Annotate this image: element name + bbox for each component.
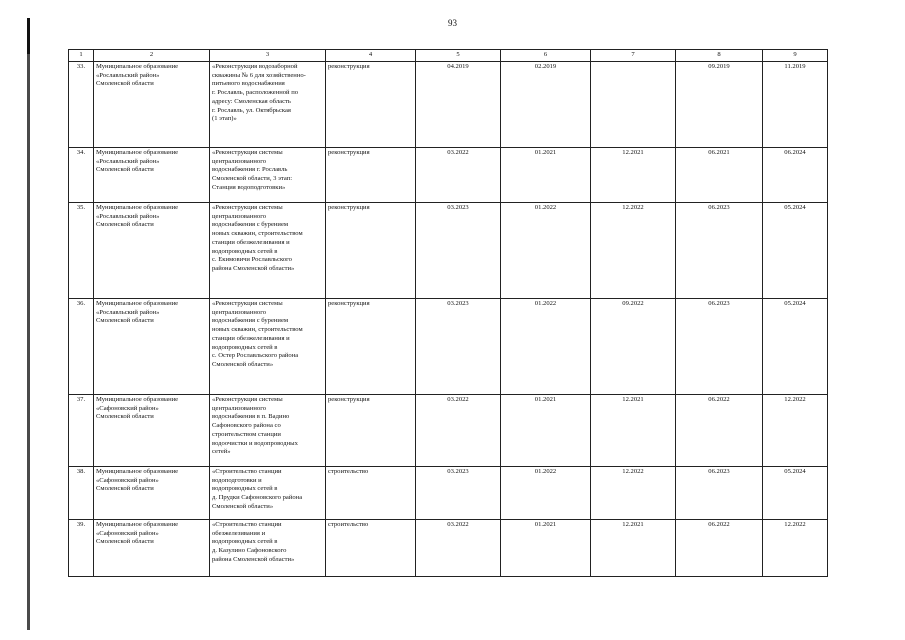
cell-line: сетей» — [212, 448, 231, 456]
cell-line: водопроводных сетей в — [212, 343, 278, 351]
column-header: 4 — [326, 50, 416, 62]
date-cell: 01.2021 — [501, 520, 591, 577]
cell-line: «Реконструкция системы — [212, 300, 283, 307]
cell-line: «Рославльский район» — [96, 71, 160, 79]
cell-line: новых скважин, строительством — [212, 326, 303, 334]
date-cell: 03.2023 — [416, 203, 501, 299]
cell-line: района Смоленской области» — [212, 555, 295, 563]
cell-line: Муниципальное образование — [96, 396, 179, 403]
cell-line: водопроводных сетей в — [212, 485, 278, 493]
cell-line: (1 этап)» — [212, 115, 237, 123]
row-number: 36. — [69, 299, 94, 395]
row-number: 35. — [69, 203, 94, 299]
table-row — [69, 148, 828, 203]
work-type-cell: реконструкция — [326, 395, 416, 467]
cell-line: «Реконструкция водозаборной — [212, 63, 298, 70]
table-header-row — [69, 50, 828, 62]
cell-line: водоснабжения с бурением — [212, 221, 289, 229]
municipality-cell — [94, 148, 210, 203]
date-cell: 12.2022 — [763, 520, 828, 577]
cell-line: Сафоновского района со — [212, 422, 281, 430]
cell-line: Смоленской области» — [212, 502, 274, 510]
municipality-cell — [94, 395, 210, 467]
cell-line: Станция водоподготовки» — [212, 183, 286, 191]
project-cell — [210, 148, 326, 203]
project-cell — [210, 395, 326, 467]
date-cell: 06.2022 — [676, 520, 763, 577]
cell-line: Смоленской области — [96, 221, 154, 229]
cell-line: «Строительство станции — [212, 468, 282, 475]
table-row — [69, 203, 828, 299]
cell-line: «Рославльский район» — [96, 212, 160, 220]
date-cell: 06.2024 — [763, 148, 828, 203]
cell-line: д. Прудки Сафоновского района — [212, 494, 303, 502]
page-number: 93 — [448, 18, 457, 28]
date-cell: 09.2019 — [676, 62, 763, 148]
cell-line: Муниципальное образование — [96, 521, 179, 528]
date-cell: 01.2022 — [501, 203, 591, 299]
cell-line: питьевого водоснабжения — [212, 80, 285, 88]
date-cell: 01.2022 — [501, 467, 591, 520]
cell-line: водоочистки и водопроводных — [212, 439, 298, 447]
project-cell — [210, 203, 326, 299]
cell-line: централизованного — [212, 308, 267, 316]
cell-line: новых скважин, строительством — [212, 230, 303, 238]
cell-line: Смоленской области» — [212, 360, 274, 368]
date-cell: 05.2024 — [763, 203, 828, 299]
cell-line: Смоленской области — [96, 538, 154, 546]
scan-edge-line — [27, 18, 30, 630]
column-header: 1 — [69, 50, 94, 62]
date-cell: 12.2022 — [591, 203, 676, 299]
cell-line: Муниципальное образование — [96, 63, 179, 70]
date-cell: 02.2019 — [501, 62, 591, 148]
date-cell: 11.2019 — [763, 62, 828, 148]
date-cell: 06.2023 — [676, 467, 763, 520]
cell-line: «Сафоновский район» — [96, 529, 159, 537]
cell-line: «Рославльский район» — [96, 157, 160, 165]
cell-line: «Реконструкция системы — [212, 396, 283, 403]
date-cell: 06.2023 — [676, 299, 763, 395]
column-header: 8 — [676, 50, 763, 62]
table-row — [69, 395, 828, 467]
date-cell: 05.2024 — [763, 299, 828, 395]
cell-line: централизованного — [212, 157, 267, 165]
cell-line: г. Рославль, ул. Октябрьская — [212, 106, 291, 114]
cell-line: Смоленской области — [96, 413, 154, 421]
project-cell — [210, 467, 326, 520]
date-cell: 06.2023 — [676, 203, 763, 299]
row-number: 39. — [69, 520, 94, 577]
cell-line: водоснабжения с бурением — [212, 317, 289, 325]
date-cell: 03.2023 — [416, 467, 501, 520]
cell-line: «Строительство станции — [212, 521, 282, 528]
cell-line: «Реконструкция системы — [212, 149, 283, 156]
column-header: 2 — [94, 50, 210, 62]
project-cell — [210, 520, 326, 577]
row-number: 38. — [69, 467, 94, 520]
date-cell: 03.2023 — [416, 299, 501, 395]
cell-line: «Реконструкция системы — [212, 204, 283, 211]
cell-line: водоснабжения г. Рославль — [212, 166, 288, 174]
cell-line: Смоленской области — [96, 317, 154, 325]
date-cell: 01.2021 — [501, 395, 591, 467]
cell-line: централизованного — [212, 404, 267, 412]
row-number: 34. — [69, 148, 94, 203]
date-cell: 12.2021 — [591, 395, 676, 467]
column-header: 6 — [501, 50, 591, 62]
municipality-cell — [94, 520, 210, 577]
date-cell — [591, 62, 676, 148]
column-header: 5 — [416, 50, 501, 62]
project-schedule-table — [68, 49, 828, 577]
cell-line: строительством станции — [212, 430, 281, 438]
work-type-cell: строительство — [326, 520, 416, 577]
cell-line: водопроводных сетей в — [212, 538, 278, 546]
cell-line: Муниципальное образование — [96, 468, 179, 475]
table-row — [69, 299, 828, 395]
table-row — [69, 62, 828, 148]
municipality-cell — [94, 299, 210, 395]
work-type-cell: строительство — [326, 467, 416, 520]
row-number: 33. — [69, 62, 94, 148]
date-cell: 06.2022 — [676, 395, 763, 467]
cell-line: д. Казулино Сафоновского — [212, 547, 287, 555]
cell-line: с. Остер Рославльского района — [212, 352, 299, 360]
date-cell: 06.2021 — [676, 148, 763, 203]
cell-line: «Сафоновский район» — [96, 404, 159, 412]
date-cell: 12.2022 — [763, 395, 828, 467]
work-type-cell: реконструкция — [326, 148, 416, 203]
project-cell — [210, 62, 326, 148]
date-cell: 03.2022 — [416, 148, 501, 203]
cell-line: «Рославльский район» — [96, 308, 160, 316]
date-cell: 12.2021 — [591, 148, 676, 203]
cell-line: водоснабжения в п. Вадино — [212, 413, 290, 421]
date-cell: 01.2022 — [501, 299, 591, 395]
cell-line: станции обезжелезивания и — [212, 334, 290, 342]
cell-line: Смоленской области, 3 этап: — [212, 175, 293, 183]
cell-line: водоподготовки и — [212, 476, 262, 484]
column-header: 7 — [591, 50, 676, 62]
date-cell: 12.2022 — [591, 467, 676, 520]
cell-line: Муниципальное образование — [96, 300, 179, 307]
cell-line: станции обезжелезивания и — [212, 238, 290, 246]
table-row — [69, 520, 828, 577]
date-cell: 12.2021 — [591, 520, 676, 577]
cell-line: Муниципальное образование — [96, 204, 179, 211]
cell-line: Смоленской области — [96, 166, 154, 174]
work-type-cell: реконструкция — [326, 62, 416, 148]
cell-line: Смоленской области — [96, 80, 154, 88]
row-number: 37. — [69, 395, 94, 467]
municipality-cell — [94, 467, 210, 520]
date-cell: 04.2019 — [416, 62, 501, 148]
table-row — [69, 467, 828, 520]
column-header: 9 — [763, 50, 828, 62]
date-cell: 03.2022 — [416, 520, 501, 577]
municipality-cell — [94, 203, 210, 299]
date-cell: 03.2022 — [416, 395, 501, 467]
municipality-cell — [94, 62, 210, 148]
cell-line: адресу: Смоленская область — [212, 97, 291, 105]
cell-line: района Смоленской области» — [212, 264, 295, 272]
cell-line: централизованного — [212, 212, 267, 220]
cell-line: водопроводных сетей в — [212, 247, 278, 255]
date-cell: 01.2021 — [501, 148, 591, 203]
cell-line: с. Екимовичи Рославльского — [212, 256, 292, 264]
cell-line: Смоленской области — [96, 485, 154, 493]
work-type-cell: реконструкция — [326, 203, 416, 299]
cell-line: обезжелезивания и — [212, 529, 266, 537]
date-cell: 09.2022 — [591, 299, 676, 395]
project-cell — [210, 299, 326, 395]
cell-line: «Сафоновский район» — [96, 476, 159, 484]
cell-line: Муниципальное образование — [96, 149, 179, 156]
work-type-cell: реконструкция — [326, 299, 416, 395]
cell-line: г. Рославль, расположенной по — [212, 89, 299, 97]
date-cell: 05.2024 — [763, 467, 828, 520]
cell-line: скважины № 6 для хозяйственно- — [212, 71, 306, 79]
column-header: 3 — [210, 50, 326, 62]
